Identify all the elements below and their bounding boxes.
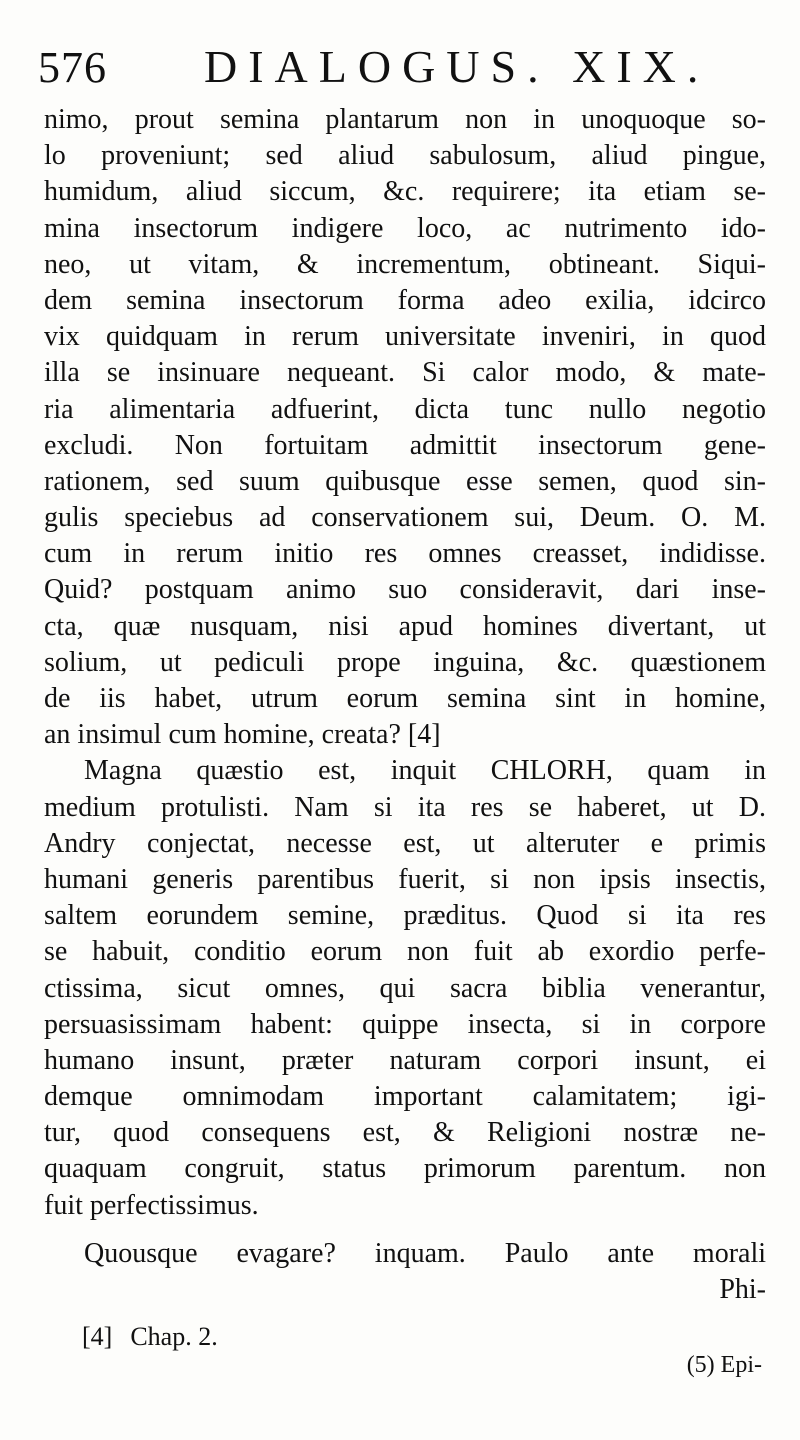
text-line: saltem eorundem semine, præditus. Quod si ita res bbox=[44, 900, 766, 932]
text-line: neo, ut vitam, & incrementum, obtineant. Siqui- bbox=[44, 248, 766, 280]
text-line: cum in rerum initio res omnes creasset, indidisse. bbox=[44, 538, 766, 570]
text-line: illa se insinuare nequeant. Si calor modo, & mate- bbox=[44, 357, 766, 389]
text-line: quaquam congruit, status primorum parentum. non bbox=[44, 1153, 766, 1185]
text-line: ctissima, sicut omnes, qui sacra biblia venerantur, bbox=[44, 972, 766, 1004]
text-line: tur, quod consequens est, & Religioni nostræ ne- bbox=[44, 1117, 766, 1149]
text-line: vix quidquam in rerum universitate inveniri, in quod bbox=[44, 321, 766, 353]
footnote bbox=[82, 1322, 218, 1352]
text-line: de iis habet, utrum eorum semina sint in homine, bbox=[44, 683, 766, 714]
running-head bbox=[38, 36, 778, 96]
text-line: humidum, aliud siccum, &c. requirere; ita etiam se- bbox=[44, 176, 766, 208]
footnote-text: Chap. 2. bbox=[130, 1322, 218, 1351]
text-line: demque omnimodam important calamitatem; igi- bbox=[44, 1081, 766, 1113]
body-text bbox=[44, 102, 766, 1308]
text-line: nimo, prout semina plantarum non in unoquoque so- bbox=[44, 104, 766, 135]
text-line: Quousque evagare? inquam. Paulo ante morali bbox=[84, 1237, 766, 1269]
text-line: humani generis parentibus fuerit, si non ipsis insectis, bbox=[44, 863, 766, 895]
text-line: an insimul cum homine, creata? [4] bbox=[44, 719, 441, 751]
text-line: persuasissimam habent: quippe insecta, si in corpore bbox=[44, 1008, 766, 1040]
text-line: Quid? postquam animo suo consideravit, dari inse- bbox=[44, 574, 766, 606]
text-line: fuit perfectissimus. bbox=[44, 1189, 259, 1221]
text-line: medium protulisti. Nam si ita res se haberet, ut D. bbox=[44, 791, 766, 823]
text-line: se habuit, conditio eorum non fuit ab exordio perfe- bbox=[44, 936, 766, 968]
text-line: dem semina insectorum forma adeo exilia, idcirco bbox=[44, 284, 766, 316]
text-line: mina insectorum indigere loco, ac nutrimento ido- bbox=[44, 212, 766, 244]
text-line: solium, ut pediculi prope inguina, &c. quæstionem bbox=[44, 646, 766, 678]
text-line: Andry conjectat, necesse est, ut alteruter e primis bbox=[44, 827, 766, 859]
running-title: DIALOGUS. XIX. bbox=[204, 41, 710, 92]
page-number: 576 bbox=[38, 43, 107, 92]
text-line: ria alimentaria adfuerint, dicta tunc nullo negotio bbox=[44, 393, 766, 425]
text-line: excludi. Non fortuitam admittit insectorum gene- bbox=[44, 429, 766, 461]
text-line: lo proveniunt; sed aliud sabulosum, aliud pingue, bbox=[44, 140, 766, 172]
text-line: cta, quæ nusquam, nisi apud homines divertant, ut bbox=[44, 610, 766, 642]
text-line: gulis speciebus ad conservationem sui, Deum. O. M. bbox=[44, 502, 766, 534]
text-line: humano insunt, præter naturam corpori insunt, ei bbox=[44, 1044, 766, 1076]
text-line: rationem, sed suum quibusque esse semen, quod sin- bbox=[44, 465, 766, 497]
catchword: (5) Epi- bbox=[686, 1352, 762, 1378]
text-line: Phi- bbox=[719, 1274, 766, 1305]
text-line: Magna quæstio est, inquit CHLORH, quam in bbox=[84, 755, 766, 787]
footnote-marker: [4] bbox=[82, 1322, 113, 1351]
